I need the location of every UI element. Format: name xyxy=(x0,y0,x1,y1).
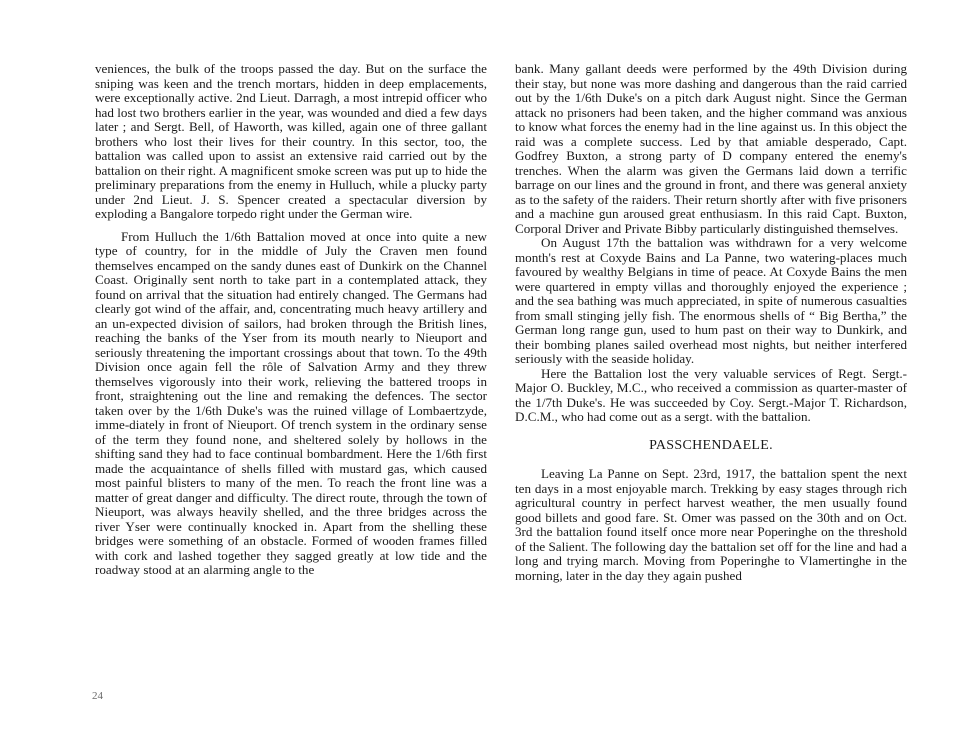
right-paragraph-4: Leaving La Panne on Sept. 23rd, 1917, the battalion spent the next ten days in a most enjoyable march. Trekking by easy stages through rich agricultural country in perfect harvest weather, the men usually found good billets and good fare. St. Omer was passed on the 30th and on Oct. 3rd the battalion found itself once more near Poperinghe on the threshold of the Salient. The following day the battalion set off for the line and had a long and trying march. Moving from Poperinghe to Vlamertinghe in the morning, later in the day they again pushed xyxy=(515,466,907,583)
section-heading: PASSCHENDAELE. xyxy=(649,437,773,453)
left-paragraph-1: veniences, the bulk of the troops passed the day. But on the surface the sniping was keen and the trench mortars, hidden in deep emplacements, were exceptionally active. 2nd Lieut. Darragh, a most intrepid officer who had lost two brothers earlier in the year, was wounded and died a few days later ; and Sergt. Bell, of Haworth, was killed, again one of three gallant brothers who lost their lives for their country. In this sector, too, the battalion was called upon to assist an extensive raid carried out by the battalion on their right. A magnificent smoke screen was put up to hide the preliminary preparations from the enemy in Hulluch, while a plucky party under 2nd Lieut. J. S. Spencer created a spectacular diversion by exploding a Bangalore torpedo right under the German wire. xyxy=(95,61,487,221)
right-paragraph-2: On August 17th the battalion was withdrawn for a very welcome month's rest at Coxyde Bains and La Panne, two watering-places much favoured by wealthy Belgians in time of peace. At Coxyde Bains the men were quartered in empty villas and thoroughly enjoyed the experience ; and the sea bathing was much appreciated, in spite of numerous casualties from small stinging jelly fish. The enormous shells of “ Big Bertha,” the German long range gun, used to hum past on their way to Dunkirk, and their bombing planes sailed overhead most nights, but neither interfered seriously with the seaside holiday. xyxy=(515,235,907,366)
page-number: 24 xyxy=(92,690,103,702)
right-paragraph-1: bank. Many gallant deeds were performed by the 49th Division during their stay, but none was more dashing and dangerous than the raid carried out by the 1/6th Duke's on a pitch dark August night. Since the German attack no prisoners had been taken, and the higher command was anxious to know what forces the enemy had in the line against us. In this object the raid was a complete success. Led by that amiable desperado, Capt. Godfrey Buxton, a strong party of D company entered the enemy's trenches. When the alarm was given the Germans laid down a terrific barrage on our lines and the ground in front, and there was general anxiety as to the safety of the raiders. Their return shortly after with five prisoners and a machine gun aroused great enthusiasm. In this raid Capt. Buxton, Corporal Driver and Private Bibby particularly distinguished themselves. xyxy=(515,61,907,236)
left-paragraph-2: From Hulluch the 1/6th Battalion moved at once into quite a new type of country, for in the middle of July the Craven men found themselves encamped on the sandy dunes east of Dunkirk on the Channel Coast. Originally sent north to take part in a contemplated attack, they found on arrival that the situation had entirely changed. The Germans had clearly got wind of the affair, and, concentrating much heavy artillery and an un-expected division of sailors, had broken through the British lines, reaching the banks of the Yser from its mouth nearly to Nieuport and seriously threatening the important crossings about that town. To the 49th Division once again fell the rôle of Salvation Army and they threw themselves vigorously into their work, relieving the battered troops in front, straightening out the line and remaking the defences. The sector taken over by the 1/6th Duke's was the ruined village of Lombaertzyde, imme-diately in front of Nieuport. Of trench system in the ordinary sense of the term they found none, and sheltered solely by hollows in the shifting sand they had to face continual bombardment. Here the 1/6th first made the acquaintance of shells filled with mustard gas, which caused most painful blisters to many of the men. To reach the front line was a matter of great danger and difficulty. The direct route, through the town of Nieuport, was always heavily shelled, and the three bridges across the river Yser were continually knocked in. Apart from the shelling these bridges were something of an obstacle. Formed of wooden frames filled with cork and lashed together they sagged greatly at low tide and the roadway stood at an alarming angle to the xyxy=(95,228,487,577)
left-column xyxy=(95,62,487,578)
right-paragraph-3: Here the Battalion lost the very valuable services of Regt. Sergt.-Major O. Buckley, M.C., who received a commission as quarter-master of the 1/7th Duke's. He was succeeded by Coy. Sergt.-Major T. Richardson, D.C.M., who had come out as a sergt. with the battalion. xyxy=(515,365,907,424)
right-column xyxy=(515,62,907,583)
